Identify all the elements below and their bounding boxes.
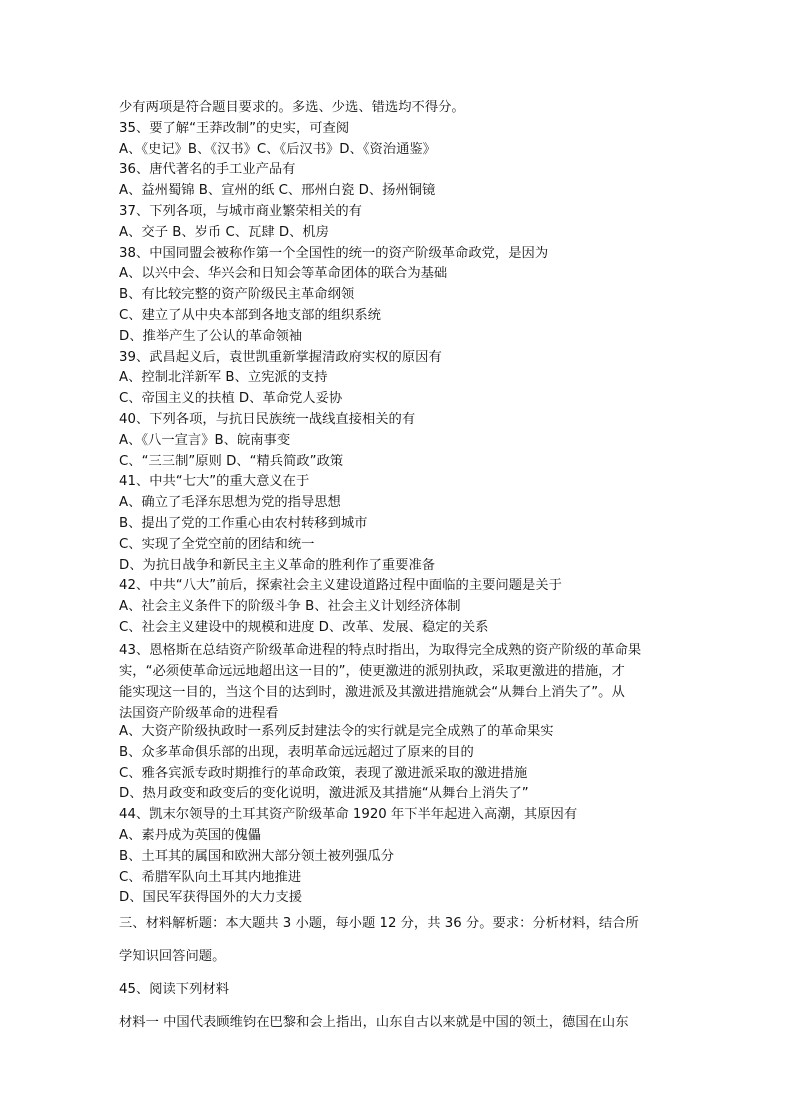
question-38: 38、中国同盟会被称作第一个全国性的统一的资产阶级革命政党，是因为 [119, 245, 549, 261]
question-35: 35、要了解“王莽改制”的史实，可查阅 [119, 120, 350, 136]
text-line: 法国资产阶级革命的进程看 [119, 706, 279, 721]
section-3-heading: 三、材料解析题：本大题共 3 小题，每小题 12 分，共 36 分。要求：分析材料，结合所 [119, 916, 639, 931]
option-line: A、控制北洋新军 B、立宪派的支持 [119, 370, 328, 386]
material-one: 材料一 中国代表顾维钧在巴黎和会上指出，山东自古以来就是中国的领土，德国在山东 [119, 1015, 629, 1030]
question-block-35-42 [119, 98, 679, 639]
question-36: 36、唐代著名的手工业产品有 [119, 162, 296, 178]
question-40: 40、下列各项，与抗日民族统一战线直接相关的有 [119, 411, 416, 427]
question-44: 44、凯末尔领导的土耳其资产阶级革命 1920 年下半年起进入高潮，其原因有 [119, 807, 578, 823]
option-line: C、实现了全党空前的团结和统一 [119, 536, 315, 552]
option-line: D、推举产生了公认的革命领袖 [119, 328, 303, 344]
question-45-title: 45、阅读下列材料 [119, 982, 229, 997]
option-line: A、素丹成为英国的傀儡 [119, 827, 262, 843]
option-line: D、国民军获得国外的大力支援 [119, 890, 303, 906]
text-line: 43、恩格斯在总结资产阶级革命进程的特点时指出，为取得完全成熟的资产阶级的革命果 [119, 643, 642, 658]
question-39: 39、武昌起义后，袁世凯重新掌握清政府实权的原因有 [119, 349, 442, 365]
option-line: D、热月政变和政变后的变化说明，激进派及其措施“从舞台上消失了” [119, 786, 529, 802]
text-line: 能实现这一目的，当这个目的达到时，激进派及其激进措施就会“从舞台上消失了”。从 [119, 685, 625, 700]
question-42: 42、中共“八大”前后，探索社会主义建设道路过程中面临的主要问题是关于 [119, 578, 562, 594]
question-43-stem [119, 640, 679, 724]
option-line: B、众多革命俱乐部的出现，表明革命远远超过了原来的目的 [119, 744, 474, 760]
option-line: A、《史记》B、《汉书》C、《后汉书》D、《资治通鉴》 [119, 141, 436, 157]
option-line: B、提出了党的工作重心由农村转移到城市 [119, 515, 368, 531]
option-line: C、希腊军队向土耳其内地推进 [119, 869, 302, 885]
option-line: A、《八一宣言》B、皖南事变 [119, 432, 291, 448]
option-line: A、益州蜀锦 B、宣州的纸 C、邢州白瓷 D、扬州铜镜 [119, 183, 436, 199]
option-line: A、以兴中会、华兴会和日知会等革命团体的联合为基础 [119, 266, 448, 282]
question-41: 41、中共“七大”的重大意义在于 [119, 474, 310, 490]
option-line: D、为抗日战争和新民主主义革命的胜利作了重要准备 [119, 557, 436, 573]
section-3-heading-continued: 学知识回答问题。 [119, 949, 226, 964]
option-line: C、雅各宾派专政时期推行的革命政策，表现了激进派采取的激进措施 [119, 765, 528, 781]
question-37: 37、下列各项，与城市商业繁荣相关的有 [119, 203, 362, 219]
question-block-43-44 [119, 722, 679, 909]
option-line: A、确立了毛泽东思想为党的指导思想 [119, 495, 341, 511]
text-line: 实，“必须使革命远远地超出这一目的”，使更激进的派别执政，采取更激进的措施，才 [119, 664, 625, 679]
option-line: C、社会主义建设中的规模和进度 D、改革、发展、稳定的关系 [119, 619, 489, 635]
text-line: 少有两项是符合题目要求的。多选、少选、错选均不得分。 [119, 100, 465, 115]
option-line: A、交子 B、岁币 C、瓦肆 D、机房 [119, 224, 329, 240]
option-line: A、社会主义条件下的阶级斗争 B、社会主义计划经济体制 [119, 599, 461, 615]
option-line: C、“三三制”原则 D、“精兵简政”政策 [119, 453, 344, 469]
option-line: A、大资产阶级执政时一系列反封建法令的实行就是完全成熟了的革命果实 [119, 724, 554, 739]
option-line: C、帝国主义的扶植 D、革命党人妥协 [119, 391, 343, 407]
option-line: B、有比较完整的资产阶级民主革命纲领 [119, 287, 355, 303]
option-line: B、土耳其的属国和欧洲大部分领土被列强瓜分 [119, 848, 395, 864]
option-line: C、建立了从中央本部到各地支部的组织系统 [119, 307, 381, 323]
